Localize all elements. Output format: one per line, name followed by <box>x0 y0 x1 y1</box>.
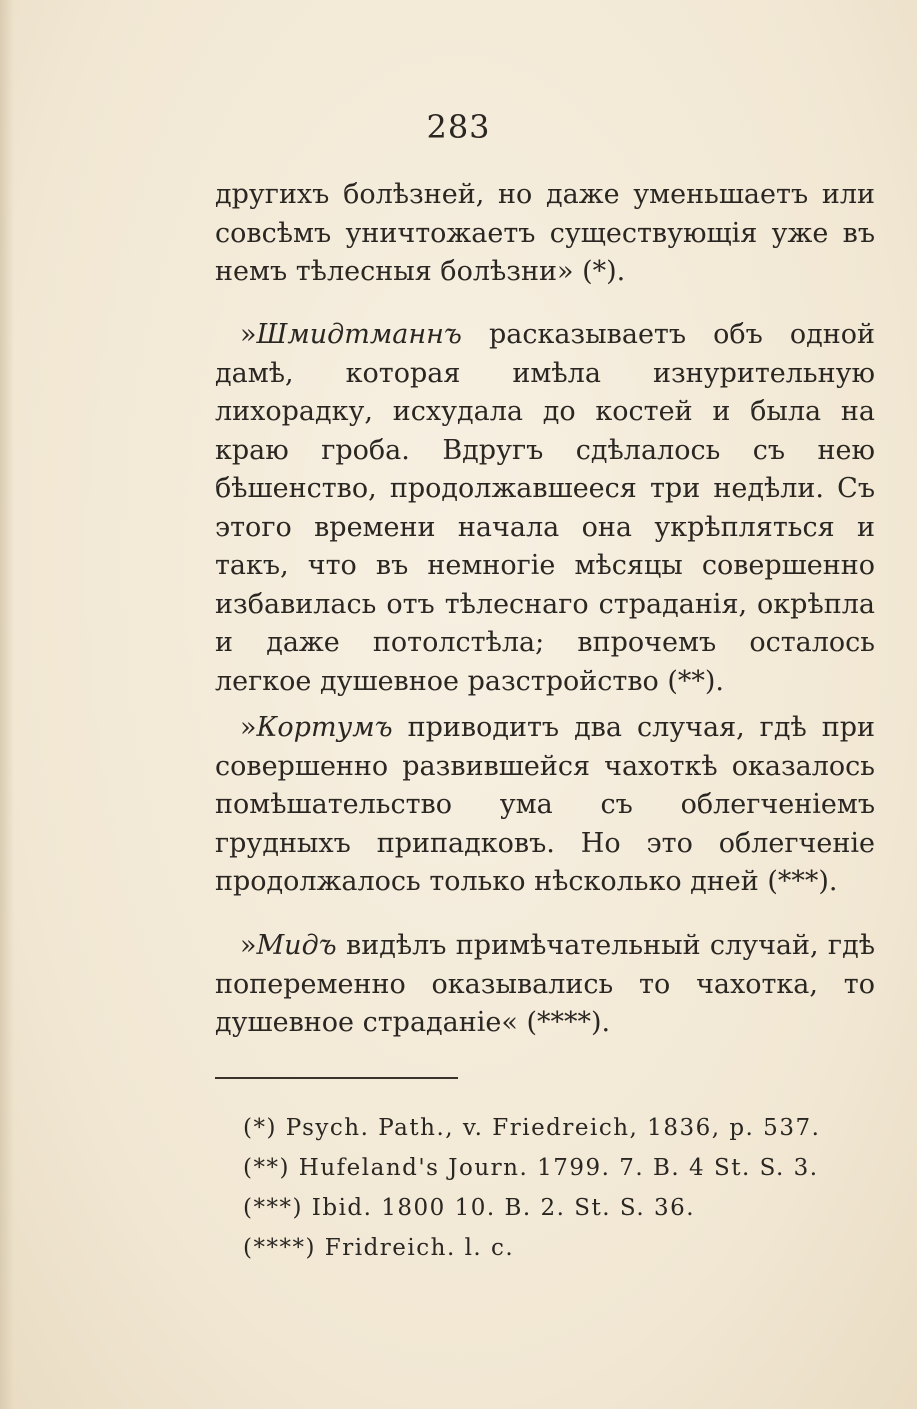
footnote-4: (****) Fridreich. l. c. <box>243 1235 515 1261</box>
author-name: Шмидтманнъ <box>256 319 462 350</box>
paragraph-4 <box>215 927 875 1043</box>
opening-quote: » <box>240 712 257 743</box>
paragraph-3 <box>215 709 875 902</box>
paragraph-1 <box>215 176 875 292</box>
opening-quote: » <box>240 319 257 350</box>
paragraph-2 <box>215 316 875 701</box>
footnote-3: (***) Ibid. 1800 10. B. 2. St. S. 36. <box>243 1195 696 1221</box>
opening-quote: » <box>240 930 257 961</box>
paragraph-text: приводитъ два случая, гдѣ при совершенно развившейся чахоткѣ оказалось помѣшательство ума съ облегченіемъ грудныхъ припадковъ. Но это облегченіе продолжалось только нѣсколько дней (***). <box>215 712 875 897</box>
footnote-1: (*) Psych. Path., v. Friedreich, 1836, p. 537. <box>243 1115 821 1141</box>
footnote-divider <box>215 1077 458 1079</box>
author-name: Кортумъ <box>256 712 393 743</box>
page-gutter-shadow <box>0 0 14 1409</box>
paragraph-text: расказываетъ объ одной дамѣ, которая имѣла изнурительную лихорадку, исхудала до костей и была на краю гроба. Вдругъ сдѣлалось съ нею бѣшенство, продолжавшееся три недѣли. Съ этого времени начала она укрѣпляться и такъ, что въ немногіе мѣсяцы совершенно избавилась отъ тѣлеснаго страданія, окрѣпла и даже потолстѣла; впрочемъ осталось легкое душевное разстройство (**). <box>215 319 875 697</box>
author-name: Мидъ <box>256 930 337 961</box>
page-number: 283 <box>426 108 491 146</box>
paragraph-text: видѣлъ примѣчательный случай, гдѣ попеременно оказывались то чахотка, то душевное страданіе« (****). <box>215 930 875 1038</box>
footnotes <box>243 1108 843 1268</box>
paragraph-text: другихъ болѣзней, но даже уменьшаетъ или совсѣмъ уничтожаетъ существующія уже въ немъ тѣлесныя болѣзни» (*). <box>215 179 875 287</box>
footnote-2: (**) Hufeland's Journ. 1799. 7. B. 4 St. S. 3. <box>243 1155 819 1181</box>
